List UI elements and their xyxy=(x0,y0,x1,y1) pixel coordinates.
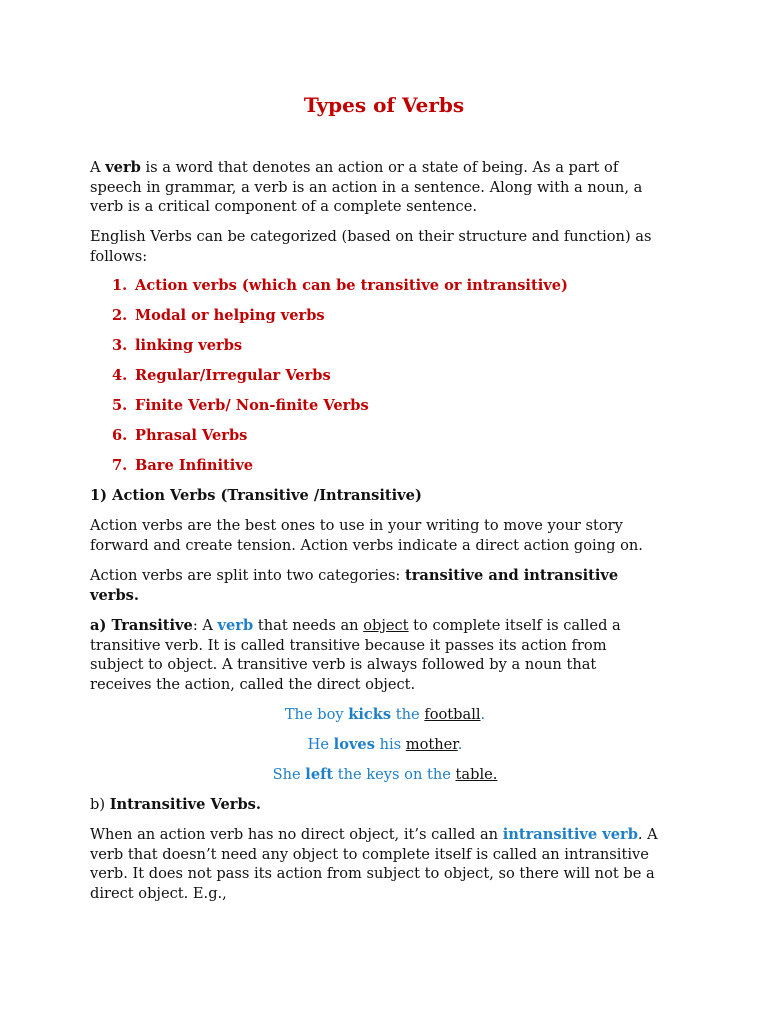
categories-bold-end: verbs. xyxy=(90,586,139,604)
categorized-line1: English Verbs can be categorized (based on their structure and function) as xyxy=(90,228,652,245)
example-mid: the keys on the xyxy=(333,766,456,783)
list-item-label: linking verbs xyxy=(135,337,243,354)
list-item-number: 6. xyxy=(112,427,128,444)
list-item-label: Action verbs (which can be transitive or intransitive) xyxy=(135,277,568,294)
list-item xyxy=(90,396,680,426)
intransitive-prefix: b) xyxy=(90,796,110,813)
example-object: football xyxy=(424,706,481,723)
intransitive-line1a: When an action verb has no direct object, it’s called an xyxy=(90,826,503,843)
transitive-line4: receives the action, called the direct object. xyxy=(90,675,416,693)
page-title: Types of Verbs xyxy=(303,93,465,117)
categorized-paragraph xyxy=(90,227,680,266)
categories-paragraph xyxy=(90,566,680,605)
example-pre: The boy xyxy=(284,706,349,723)
intransitive-label: Intransitive Verbs. xyxy=(109,796,261,813)
list-item-number: 1. xyxy=(112,277,128,294)
list-item-number: 5. xyxy=(112,397,128,414)
example-sentence xyxy=(90,705,680,725)
example-mid: his xyxy=(374,736,406,753)
list-item xyxy=(90,306,680,336)
list-item-number: 4. xyxy=(112,367,128,384)
intro-line2: speech in grammar, a verb is an action in a sentence. Along with a noun, a xyxy=(90,178,643,196)
categories-bold: transitive and intransitive xyxy=(404,567,619,584)
example-sentence xyxy=(90,735,680,755)
list-item-number: 2. xyxy=(112,307,128,324)
intransitive-line1c: . A xyxy=(637,826,658,843)
intransitive-paragraph xyxy=(90,825,680,903)
verb-types-list xyxy=(90,276,680,486)
transitive-line3: subject to object. A transitive verb is always followed by a noun that xyxy=(90,656,597,674)
list-item xyxy=(90,366,680,396)
list-item-label: Phrasal Verbs xyxy=(135,427,248,444)
intro-line1: is a word that denotes an action or a state of being. As a part of xyxy=(140,159,619,176)
transitive-line2: transitive verb. It is called transitive because it passes its action from xyxy=(90,636,607,654)
transitive-colon: : A xyxy=(192,617,218,634)
example-mid: the xyxy=(391,706,425,723)
list-item-label: Finite Verb/ Non-finite Verbs xyxy=(135,397,369,414)
transitive-verb-term: verb xyxy=(217,617,254,634)
list-item xyxy=(90,456,680,486)
list-item-number: 3. xyxy=(112,337,128,354)
example-pre: She xyxy=(272,766,306,783)
section1-heading-part2: Transitive /Intransitive) xyxy=(227,487,422,504)
section1-heading xyxy=(90,486,680,506)
intro-paragraph xyxy=(90,158,680,217)
intransitive-line2: verb that doesn’t need any object to complete itself is called an intransitive xyxy=(90,845,649,863)
intransitive-line3: verb. It does not pass its action from subject to object, so there will not be a xyxy=(90,865,655,883)
example-sentence xyxy=(90,765,680,785)
categories-text: Action verbs are split into two categories: xyxy=(90,567,405,584)
intransitive-line4: direct object. E.g., xyxy=(90,884,227,902)
intransitive-verb-term: intransitive verb xyxy=(502,826,638,843)
intransitive-heading xyxy=(90,795,680,815)
categorized-line2: follows: xyxy=(90,247,148,265)
list-item-number: 7. xyxy=(112,457,128,474)
example-verb: kicks xyxy=(348,706,392,723)
list-item xyxy=(90,426,680,456)
section1-heading-part1: 1) Action Verbs ( xyxy=(90,487,228,504)
example-object: mother xyxy=(405,736,458,753)
action-verbs-line1: Action verbs are the best ones to use in your writing to move your story xyxy=(90,517,623,534)
action-verbs-paragraph xyxy=(90,516,680,555)
intro-line3: verb is a critical component of a complete sentence. xyxy=(90,198,477,216)
example-post: . xyxy=(457,736,463,753)
list-item-label: Bare Infinitive xyxy=(135,457,254,474)
transitive-needs: that needs an xyxy=(253,617,364,634)
transitive-paragraph xyxy=(90,616,680,694)
example-verb: left xyxy=(305,766,334,783)
example-pre: He xyxy=(307,736,334,753)
list-item-label: Modal or helping verbs xyxy=(135,307,325,324)
example-post: . xyxy=(480,706,486,723)
example-object: table. xyxy=(455,766,498,783)
action-verbs-line2: forward and create tension. Action verbs indicate a direct action going on. xyxy=(90,536,643,554)
list-item xyxy=(90,336,680,366)
example-verb: loves xyxy=(333,736,375,753)
list-item-label: Regular/Irregular Verbs xyxy=(135,367,331,384)
transitive-label: a) Transitive xyxy=(90,617,193,634)
transitive-object-term: object xyxy=(363,617,409,634)
list-item xyxy=(90,276,680,306)
intro-prefix: A xyxy=(90,159,106,176)
transitive-line1-end: to complete itself is called a xyxy=(408,617,621,634)
intro-verb-term: verb xyxy=(105,159,141,176)
